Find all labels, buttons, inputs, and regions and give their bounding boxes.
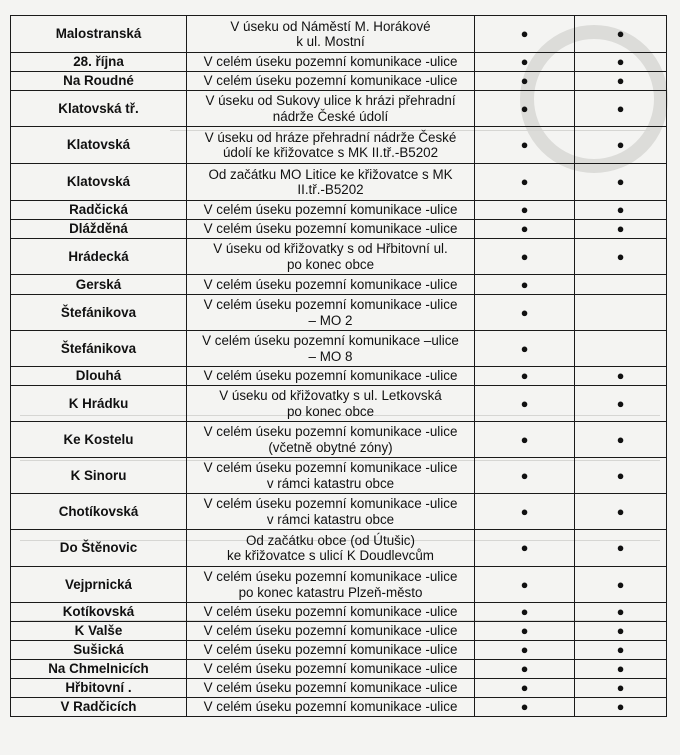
mark-column-1: ● xyxy=(475,458,575,494)
mark-column-2: ● xyxy=(575,16,667,53)
section-description: V celém úseku pozemní komunikace -ulice v rámci katastru obce xyxy=(187,458,475,494)
street-name: Chotíkovská xyxy=(11,494,187,530)
table-row xyxy=(11,72,667,91)
section-description: V úseku od křižovatky s ul. Letkovská po konec obce xyxy=(187,386,475,422)
section-description: V celém úseku pozemní komunikace -ulice xyxy=(187,220,475,239)
table-row xyxy=(11,127,667,164)
section-description: V celém úseku pozemní komunikace -ulice po konec katastru Plzeň-město xyxy=(187,567,475,603)
mark-column-2: ● xyxy=(575,127,667,164)
section-description: V celém úseku pozemní komunikace -ulice xyxy=(187,275,475,295)
section-description: V celém úseku pozemní komunikace -ulice v rámci katastru obce xyxy=(187,494,475,530)
street-name: Klatovská xyxy=(11,127,187,164)
mark-column-2: ● xyxy=(575,220,667,239)
mark-column-1: ● xyxy=(475,698,575,717)
street-table xyxy=(10,15,667,717)
table-row xyxy=(11,331,667,367)
mark-column-2: ● xyxy=(575,201,667,220)
mark-column-1: ● xyxy=(475,295,575,331)
street-name: Na Chmelnicích xyxy=(11,660,187,679)
mark-column-2: ● xyxy=(575,660,667,679)
section-description: V úseku od křižovatky s od Hřbitovní ul. po konec obce xyxy=(187,239,475,275)
mark-column-1: ● xyxy=(475,53,575,72)
table-row xyxy=(11,660,667,679)
table-row xyxy=(11,295,667,331)
street-name: Klatovská xyxy=(11,164,187,201)
table-row xyxy=(11,422,667,458)
table-row xyxy=(11,530,667,567)
mark-column-1: ● xyxy=(475,679,575,698)
mark-column-1: ● xyxy=(475,660,575,679)
mark-column-2: ● xyxy=(575,367,667,386)
mark-column-2: ● xyxy=(575,458,667,494)
mark-column-1: ● xyxy=(475,91,575,127)
table-row xyxy=(11,641,667,660)
section-description: V celém úseku pozemní komunikace -ulice xyxy=(187,72,475,91)
table-row xyxy=(11,164,667,201)
street-name: Gerská xyxy=(11,275,187,295)
mark-column-2: ● xyxy=(575,567,667,603)
table-row xyxy=(11,239,667,275)
section-description: V celém úseku pozemní komunikace -ulice xyxy=(187,201,475,220)
section-description: V celém úseku pozemní komunikace –ulice – MO 8 xyxy=(187,331,475,367)
mark-column-2: ● xyxy=(575,641,667,660)
section-description: V celém úseku pozemní komunikace -ulice xyxy=(187,367,475,386)
mark-column-2: ● xyxy=(575,494,667,530)
mark-column-1: ● xyxy=(475,494,575,530)
street-name: Hrádecká xyxy=(11,239,187,275)
street-name: Dlážděná xyxy=(11,220,187,239)
table-row xyxy=(11,201,667,220)
mark-column-2: ● xyxy=(575,603,667,622)
mark-column-1: ● xyxy=(475,567,575,603)
mark-column-2: ● xyxy=(575,679,667,698)
mark-column-1: ● xyxy=(475,275,575,295)
mark-column-1: ● xyxy=(475,603,575,622)
mark-column-2: ● xyxy=(575,422,667,458)
mark-column-1: ● xyxy=(475,386,575,422)
section-description: V celém úseku pozemní komunikace -ulice xyxy=(187,679,475,698)
mark-column-1: ● xyxy=(475,127,575,164)
mark-column-1: ● xyxy=(475,220,575,239)
mark-column-1: ● xyxy=(475,201,575,220)
mark-column-2: ● xyxy=(575,72,667,91)
table-row xyxy=(11,494,667,530)
street-name: Sušická xyxy=(11,641,187,660)
mark-column-1: ● xyxy=(475,72,575,91)
mark-column-2: ● xyxy=(575,386,667,422)
table-row xyxy=(11,386,667,422)
mark-column-2 xyxy=(575,275,667,295)
mark-column-2 xyxy=(575,295,667,331)
mark-column-2: ● xyxy=(575,91,667,127)
mark-column-2: ● xyxy=(575,239,667,275)
section-description: V celém úseku pozemní komunikace -ulice xyxy=(187,622,475,641)
street-name: Dlouhá xyxy=(11,367,187,386)
section-description: V úseku od Náměstí M. Horákové k ul. Mostní xyxy=(187,16,475,53)
mark-column-1: ● xyxy=(475,331,575,367)
street-name: Štefánikova xyxy=(11,295,187,331)
mark-column-1: ● xyxy=(475,641,575,660)
mark-column-2: ● xyxy=(575,164,667,201)
mark-column-1: ● xyxy=(475,530,575,567)
table-row xyxy=(11,567,667,603)
mark-column-1: ● xyxy=(475,16,575,53)
mark-column-2 xyxy=(575,331,667,367)
mark-column-1: ● xyxy=(475,367,575,386)
section-description: V celém úseku pozemní komunikace -ulice xyxy=(187,660,475,679)
street-name: Malostranská xyxy=(11,16,187,53)
street-name: V Radčicích xyxy=(11,698,187,717)
street-name: Kotíkovská xyxy=(11,603,187,622)
mark-column-2: ● xyxy=(575,53,667,72)
table-row xyxy=(11,603,667,622)
section-description: V celém úseku pozemní komunikace -ulice xyxy=(187,53,475,72)
section-description: V úseku od hráze přehradní nádrže České údolí ke křižovatce s MK II.tř.-B5202 xyxy=(187,127,475,164)
street-name: K Hrádku xyxy=(11,386,187,422)
section-description: V celém úseku pozemní komunikace -ulice xyxy=(187,641,475,660)
street-name: K Sinoru xyxy=(11,458,187,494)
section-description: Od začátku MO Litice ke křižovatce s MK II.tř.-B5202 xyxy=(187,164,475,201)
table-row xyxy=(11,679,667,698)
section-description: V celém úseku pozemní komunikace -ulice xyxy=(187,698,475,717)
mark-column-2: ● xyxy=(575,622,667,641)
table-row xyxy=(11,275,667,295)
mark-column-2: ● xyxy=(575,530,667,567)
street-name: Radčická xyxy=(11,201,187,220)
table-row xyxy=(11,458,667,494)
street-name: 28. října xyxy=(11,53,187,72)
table-row xyxy=(11,53,667,72)
table-row xyxy=(11,622,667,641)
section-description: V úseku od Sukovy ulice k hrázi přehradní nádrže České údolí xyxy=(187,91,475,127)
mark-column-1: ● xyxy=(475,164,575,201)
street-name: Vejprnická xyxy=(11,567,187,603)
table-row xyxy=(11,16,667,53)
street-name: Ke Kostelu xyxy=(11,422,187,458)
mark-column-1: ● xyxy=(475,622,575,641)
section-description: Od začátku obce (od Útušic) ke křižovatce s ulicí K Doudlevcům xyxy=(187,530,475,567)
table-row xyxy=(11,91,667,127)
street-name: Do Štěnovic xyxy=(11,530,187,567)
street-name: Klatovská tř. xyxy=(11,91,187,127)
street-name: Na Roudné xyxy=(11,72,187,91)
street-name: Hřbitovní . xyxy=(11,679,187,698)
section-description: V celém úseku pozemní komunikace -ulice xyxy=(187,603,475,622)
street-name: K Valše xyxy=(11,622,187,641)
section-description: V celém úseku pozemní komunikace -ulice (včetně obytné zóny) xyxy=(187,422,475,458)
mark-column-1: ● xyxy=(475,422,575,458)
table-row xyxy=(11,698,667,717)
mark-column-2: ● xyxy=(575,698,667,717)
table-row xyxy=(11,367,667,386)
table-row xyxy=(11,220,667,239)
mark-column-1: ● xyxy=(475,239,575,275)
section-description: V celém úseku pozemní komunikace -ulice – MO 2 xyxy=(187,295,475,331)
street-name: Štefánikova xyxy=(11,331,187,367)
